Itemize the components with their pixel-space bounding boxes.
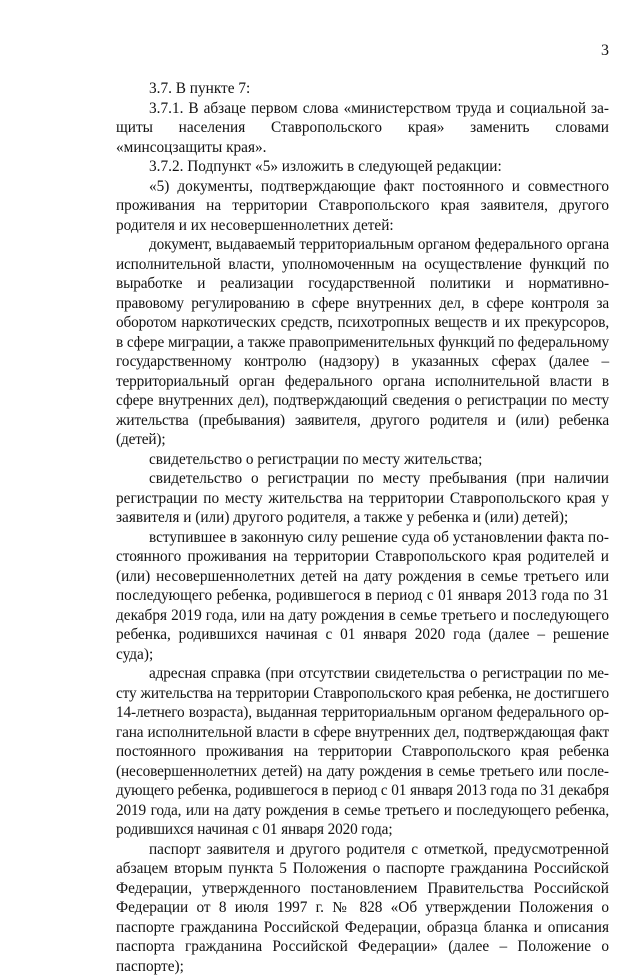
paragraph-stay-certificate: свидетельство о регистрации по месту пребывания (при наличии регистрации по месту жительства на территории Ставропольского края у заявителя и (или) другого родителя, а также у ребенка и (или) детей); bbox=[116, 469, 609, 528]
paragraph-document-issued: документ, выдаваемый территориальным органом федерального органа исполнительной власти, уполномоченным на осуществление функций по выработке и реализации государственной политики и нормативно-правовому регулированию в сфере внутренних дел, в сфере контроля за оборотом наркотических средств, психотропных веществ и их прекурсоров, в сфере миграции, а также правоприменительных функций по федеральному государственному контролю (надзору) в указанных сферах (далее – территориальный орган федерального органа исполнительной власти в сфере внутренних дел), подтверждающий сведения о регистрации по месту жительства (пребывания) заявителя, другого родителя и (или) ребенка (детей); bbox=[116, 235, 609, 450]
paragraph-3-7-1: 3.7.1. В абзаце первом слова «министерством труда и социальной защиты населения Ставропольского края» заменить словами «минсоцзащиты края». bbox=[116, 99, 609, 158]
paragraph-passport: паспорт заявителя и другого родителя с отметкой, предусмотренной абзацем вторым пункта 5 Положения о паспорте гражданина Российской Федерации, утвержденного постановлением Правительства Российской Федерации от 8 июля 1997 г. № 828 «Об утверждении Положения о паспорте гражданина Российской Федерации, образца бланка и описания паспорта гражданина Российской Федерации» (далее – Положение о паспорте); bbox=[116, 840, 609, 976]
page-number: 3 bbox=[601, 41, 609, 61]
paragraph-3-7: 3.7. В пункте 7: bbox=[116, 79, 609, 99]
paragraph-address-certificate: адресная справка (при отсутствии свидетельства о регистрации по месту жительства на территории Ставропольского края ребенка, не достигшего 14-летнего возраста), выданная территориальным органом федерального органа исполнительной власти в сфере внутренних дел, подтверждающая факт постоянного проживания на территории Ставропольского края ребенка (несовершеннолетних детей) на дату рождения в семье третьего или последующего ребенка, родившегося в период с 01 января 2013 года по 31 декабря 2019 года, или на дату рождения в семье третьего и последующего ребенка, родившихся начиная с 01 января 2020 года; bbox=[116, 664, 609, 840]
paragraph-subpoint-5: «5) документы, подтверждающие факт постоянного и совместного проживания на территории Ставропольского края заявителя, другого родителя и их несовершеннолетних детей: bbox=[116, 177, 609, 236]
paragraph-3-7-2: 3.7.2. Подпункт «5» изложить в следующей редакции: bbox=[116, 157, 609, 177]
document-body bbox=[116, 79, 609, 976]
paragraph-court-decision: вступившее в законную силу решение суда об установлении факта постоянного проживания на территории Ставропольского края родителей и (или) несовершеннолетних детей на дату рождения в семье третьего или последующего ребенка, родившегося в период с 01 января 2013 года по 31 декабря 2019 года, или на дату рождения в семье третьего и последующего ребенка, родившихся начиная с 01 января 2020 года (далее – решение суда); bbox=[116, 528, 609, 665]
paragraph-residence-certificate: свидетельство о регистрации по месту жительства; bbox=[116, 450, 609, 470]
